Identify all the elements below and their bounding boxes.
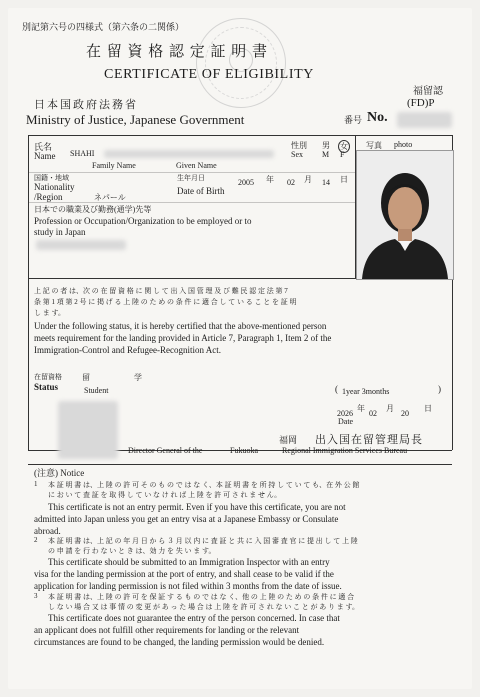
issue-day-unit: 日 [424, 404, 432, 413]
notice-label: (注意) Notice [34, 468, 85, 478]
divider [28, 135, 452, 136]
birth-month-unit: 月 [304, 175, 312, 184]
profession-label-ja: 日本での職業及び勤務(通学)先等 [34, 205, 152, 214]
birth-year-unit: 年 [266, 175, 274, 184]
notice-item-1-en-3: abroad. [34, 526, 61, 536]
notice-item-1-en-1: This certificate is not an entry permit. Even if you have this certificate, you are not [48, 502, 346, 512]
bureau-en: Regional Immigration Services Bureau [282, 446, 408, 455]
notice-item-3-en-1: This certificate does not guarantee the entry of the person concerned. In case that [48, 613, 340, 623]
code-en: (FD)P [407, 97, 435, 109]
issue-year: 2026 [337, 409, 353, 418]
number-label: 番号 [344, 115, 363, 125]
form-title: 別記第六号の四様式（第六条の二関係） [22, 22, 185, 32]
statement-en-2: meets requirement for the landing provided in Article 7, Paragraph 1, Item 2 of the [34, 333, 332, 343]
bureau-ja: 出入国在留管理局長 [315, 434, 423, 446]
birth-year: 2005 [238, 178, 254, 187]
notice-item-2-en-1: This certificate should be submitted to an Immigration Inspector with an entry [48, 557, 330, 567]
title-ja: 在 留 資 格 認 定 証 明 書 [86, 44, 269, 60]
duration-value: 1year 3months [342, 387, 390, 396]
notice-item-2-number: 2 [34, 536, 38, 544]
director-label: Director General of the [128, 446, 203, 455]
notice-item-3-number: 3 [34, 592, 38, 600]
notice-item-1-ja-2: に お い て 査 証 を 取 得 し て い な け れ ば 上 陸 を 許 可 さ れ ま せ ん。 [48, 491, 282, 499]
name-label-ja: 氏名 [34, 142, 53, 152]
duration-close-paren: ) [438, 384, 441, 394]
status-value-en: Student [84, 386, 109, 395]
status-value-ja: 留 学 [82, 373, 160, 382]
issue-date-label: Date [338, 417, 354, 426]
notice-item-2-ja-2: の 申 請 を 行 わ な い と き は、効 力 を 失 い ま す。 [48, 547, 216, 555]
nationality-region-label: /Region [34, 192, 63, 202]
name-value: SHAHI [70, 149, 95, 158]
statement-en-1: Under the following status, it is hereby certified that the above-mentioned person [34, 321, 327, 331]
redacted-name [104, 150, 274, 158]
nationality-label-ja: 国籍・地域 [34, 174, 69, 182]
status-label-ja: 在留資格 [34, 373, 62, 381]
applicant-photo [356, 150, 454, 280]
given-name-label: Given Name [176, 161, 217, 170]
bureau-city-en: Fukuoka [230, 446, 258, 455]
sex-m-ja: 男 [322, 141, 330, 150]
sex-label-ja: 性別 [291, 141, 307, 150]
frame-left [28, 135, 29, 450]
bureau-city-ja: 福岡 [279, 435, 298, 445]
notice-item-2-en-2: visa for the landing permission at the port of entry, and shall cease to be valid if the [34, 569, 334, 579]
notice-item-1-number: 1 [34, 480, 38, 488]
statement-ja-2: 条 第 1 項 第 2 号 に 掲 げ る 上 陸 の た め の 条 件 に 適 合 し て い る こ と を 証 明 [34, 298, 297, 306]
profession-label-en-1: Profession or Occupation/Organization to be employed or to [34, 216, 252, 226]
redacted-number [397, 112, 452, 128]
code-ja: 福留認 [413, 86, 443, 97]
statement-en-3: Immigration-Control and Refugee-Recognition Act. [34, 345, 221, 355]
duration-open-paren: ( [335, 384, 338, 394]
photo-label-ja: 写真 [366, 141, 382, 150]
issue-month: 02 [369, 409, 377, 418]
number-abbr: No. [367, 110, 388, 125]
sex-label-en: Sex [291, 150, 303, 159]
birth-day: 14 [322, 178, 330, 187]
notice-item-1-en-2: admitted into Japan unless you get an entry visa at a Japanese Embassy or Consulate [34, 514, 339, 524]
photo-label-en: photo [394, 140, 413, 149]
profession-label-en-2: study in Japan [34, 227, 86, 237]
family-name-label: Family Name [92, 161, 136, 170]
ministry-en: Ministry of Justice, Japanese Government [26, 112, 245, 127]
sex-m-en: M [322, 150, 330, 159]
birth-label-en: Date of Birth [177, 186, 225, 196]
statement-ja-3: し ま す。 [34, 309, 65, 317]
sex-f-en: F [340, 150, 345, 159]
notice-item-2-ja-1: 本 証 明 書 は、上 記 の 年 月 日 か ら ３ 月 以 内 に 査 証 と 共 に 入 国 審 査 官 に 提 出 し て 上 陸 [48, 537, 358, 545]
name-label-en: Name [34, 151, 56, 161]
statement-ja-1: 上 記 の 者 は、次 の 在 留 資 格 に 関 し て 出 入 国 管 理 及 び 難 民 認 定 法 第 7 [34, 287, 288, 295]
nationality-label-en: Nationality [34, 182, 75, 192]
title-en: CERTIFICATE OF ELIGIBILITY [104, 67, 314, 82]
divider [28, 464, 452, 465]
redacted-signature [58, 401, 118, 459]
notice-item-3-ja-2: し な い 場 合 又 は 事 情 の 変 更 が あ っ た 場 合 は 上 陸 を 許 可 さ れ な い こ と が あ り ま す。 [48, 603, 359, 611]
notice-item-3-en-3: circumstances are found to be changed, the landing permission would be denied. [34, 637, 325, 647]
person-photo-icon [357, 151, 453, 279]
birth-label-ja: 生年月日 [177, 174, 205, 182]
issue-month-unit: 月 [386, 404, 394, 413]
nationality-value: ネパール [94, 193, 126, 202]
notice-item-1-ja-1: 本 証 明 書 は、上 陸 の 許 可 そ の も の で は な く、本 証 明 書 を 所 持 し て い て も、在 外 公 館 [48, 481, 360, 489]
birth-month: 02 [287, 178, 295, 187]
issue-day: 20 [401, 409, 409, 418]
ministry-ja: 日本国政府法務省 [34, 99, 138, 111]
notice-item-2-en-3: application for landing permission is not filed within 3 months from the date of issue. [34, 581, 342, 591]
redacted-organization [36, 240, 126, 250]
birth-day-unit: 日 [340, 175, 348, 184]
notice-item-3-en-2: an applicant does not fulfill other requirements for landing or the relevant [34, 625, 300, 635]
divider [28, 202, 355, 203]
status-label-en: Status [34, 382, 59, 392]
sex-f-ja: 女 [340, 142, 348, 151]
issue-year-unit: 年 [357, 404, 365, 413]
notice-item-3-ja-1: 本 証 明 書 は、上 陸 の 許 可 を 保 証 す る も の で は な く、他 の 上 陸 の た め の 条 件 に 適 合 [48, 593, 355, 601]
